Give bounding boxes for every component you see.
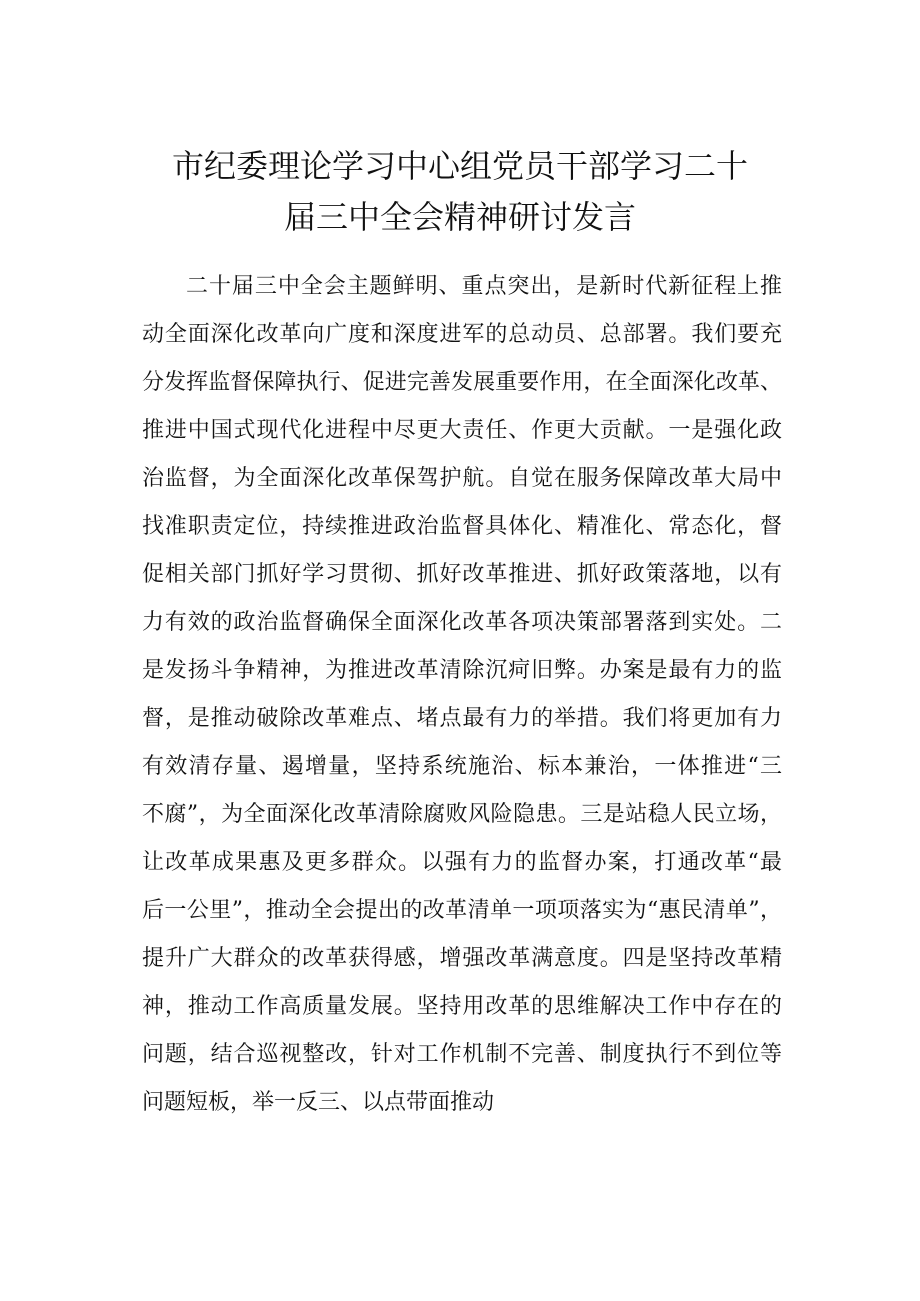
body-line: 是发扬斗争精神，为推进改革清除沉疴旧弊。办案是最有力的监: [142, 658, 782, 683]
body-line: 分发挥监督保障执行、促进完善发展重要作用，在全面深化改革、: [142, 370, 782, 395]
body-line: 有效清存量、遏增量，坚持系统施治、标本兼治，一体推进“三: [142, 754, 782, 779]
body-line: 找准职责定位，持续推进政治监督具体化、精准化、常态化，督: [142, 514, 782, 539]
body-line: 让改革成果惠及更多群众。以强有力的监督办案，打通改革“最: [142, 850, 782, 875]
body-line: 后一公里”，推动全会提出的改革清单一项项落实为“惠民清单”，: [142, 898, 782, 923]
body-line: 督，是推动破除改革难点、堵点最有力的举措。我们将更加有力: [142, 706, 782, 731]
body-line: 二十届三中全会主题鲜明、重点突出，是新时代新征程上推: [186, 274, 782, 299]
body-line: 提升广大群众的改革获得感，增强改革满意度。四是坚持改革精: [142, 946, 782, 971]
body-line: 促相关部门抓好学习贯彻、抓好改革推进、抓好政策落地，以有: [142, 562, 782, 587]
body-line: 动全面深化改革向广度和深度进军的总动员、总部署。我们要充: [142, 322, 782, 347]
document-title-line-2: 届三中全会精神研讨发言: [283, 198, 636, 236]
body-line: 问题，结合巡视整改，针对工作机制不完善、制度执行不到位等: [142, 1042, 782, 1067]
body-line: 治监督，为全面深化改革保驾护航。自觉在服务保障改革大局中: [142, 466, 782, 491]
body-line: 问题短板，举一反三、以点带面推动: [142, 1090, 495, 1115]
body-line: 神，推动工作高质量发展。坚持用改革的思维解决工作中存在的: [142, 994, 782, 1019]
body-line: 力有效的政治监督确保全面深化改革各项决策部署落到实处。二: [142, 610, 782, 635]
body-line: 不腐”，为全面深化改革清除腐败风险隐患。三是站稳人民立场，: [142, 802, 782, 827]
body-line: 推进中国式现代化进程中尽更大责任、作更大贡献。一是强化政: [142, 418, 782, 443]
document-title-line-1: 市纪委理论学习中心组党员干部学习二十: [171, 147, 748, 185]
